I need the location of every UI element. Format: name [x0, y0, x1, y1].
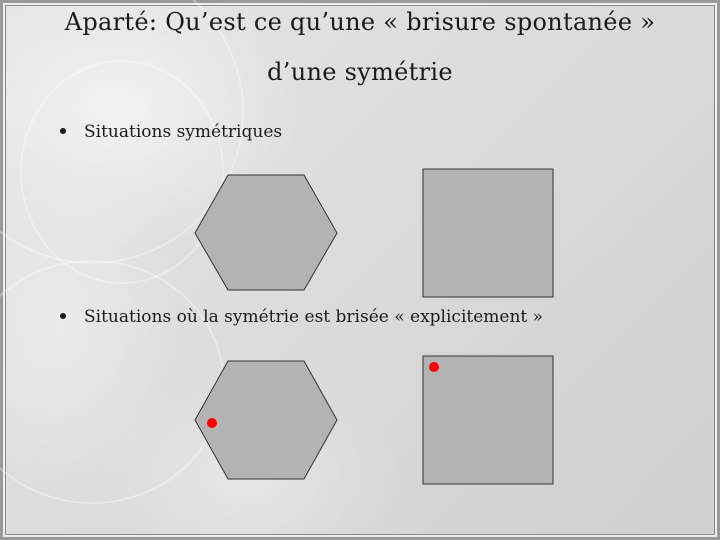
bullet-broken: [60, 307, 543, 327]
square-shape: [423, 356, 553, 484]
red-marker: [429, 362, 439, 372]
square-symmetric: [420, 166, 556, 300]
square-broken: [420, 353, 556, 487]
slide-title-line1: Aparté: Qu’est ce qu’une « brisure spontanée »: [64, 8, 656, 36]
red-marker: [207, 418, 217, 428]
hexagon-shape: [195, 361, 337, 479]
bullet-text: Situations symétriques: [84, 122, 283, 142]
slide-title-line2: d’une symétrie: [267, 58, 453, 86]
bullet-text: Situations où la symétrie est brisée « explicitement »: [84, 307, 544, 327]
hexagon-broken: [190, 358, 342, 482]
bullet-symmetric: [60, 122, 282, 142]
hexagon-shape: [195, 175, 337, 290]
hexagon-symmetric: [190, 172, 342, 292]
square-shape: [423, 169, 553, 297]
bullet-dot: [60, 313, 66, 319]
bullet-dot: [60, 128, 66, 134]
